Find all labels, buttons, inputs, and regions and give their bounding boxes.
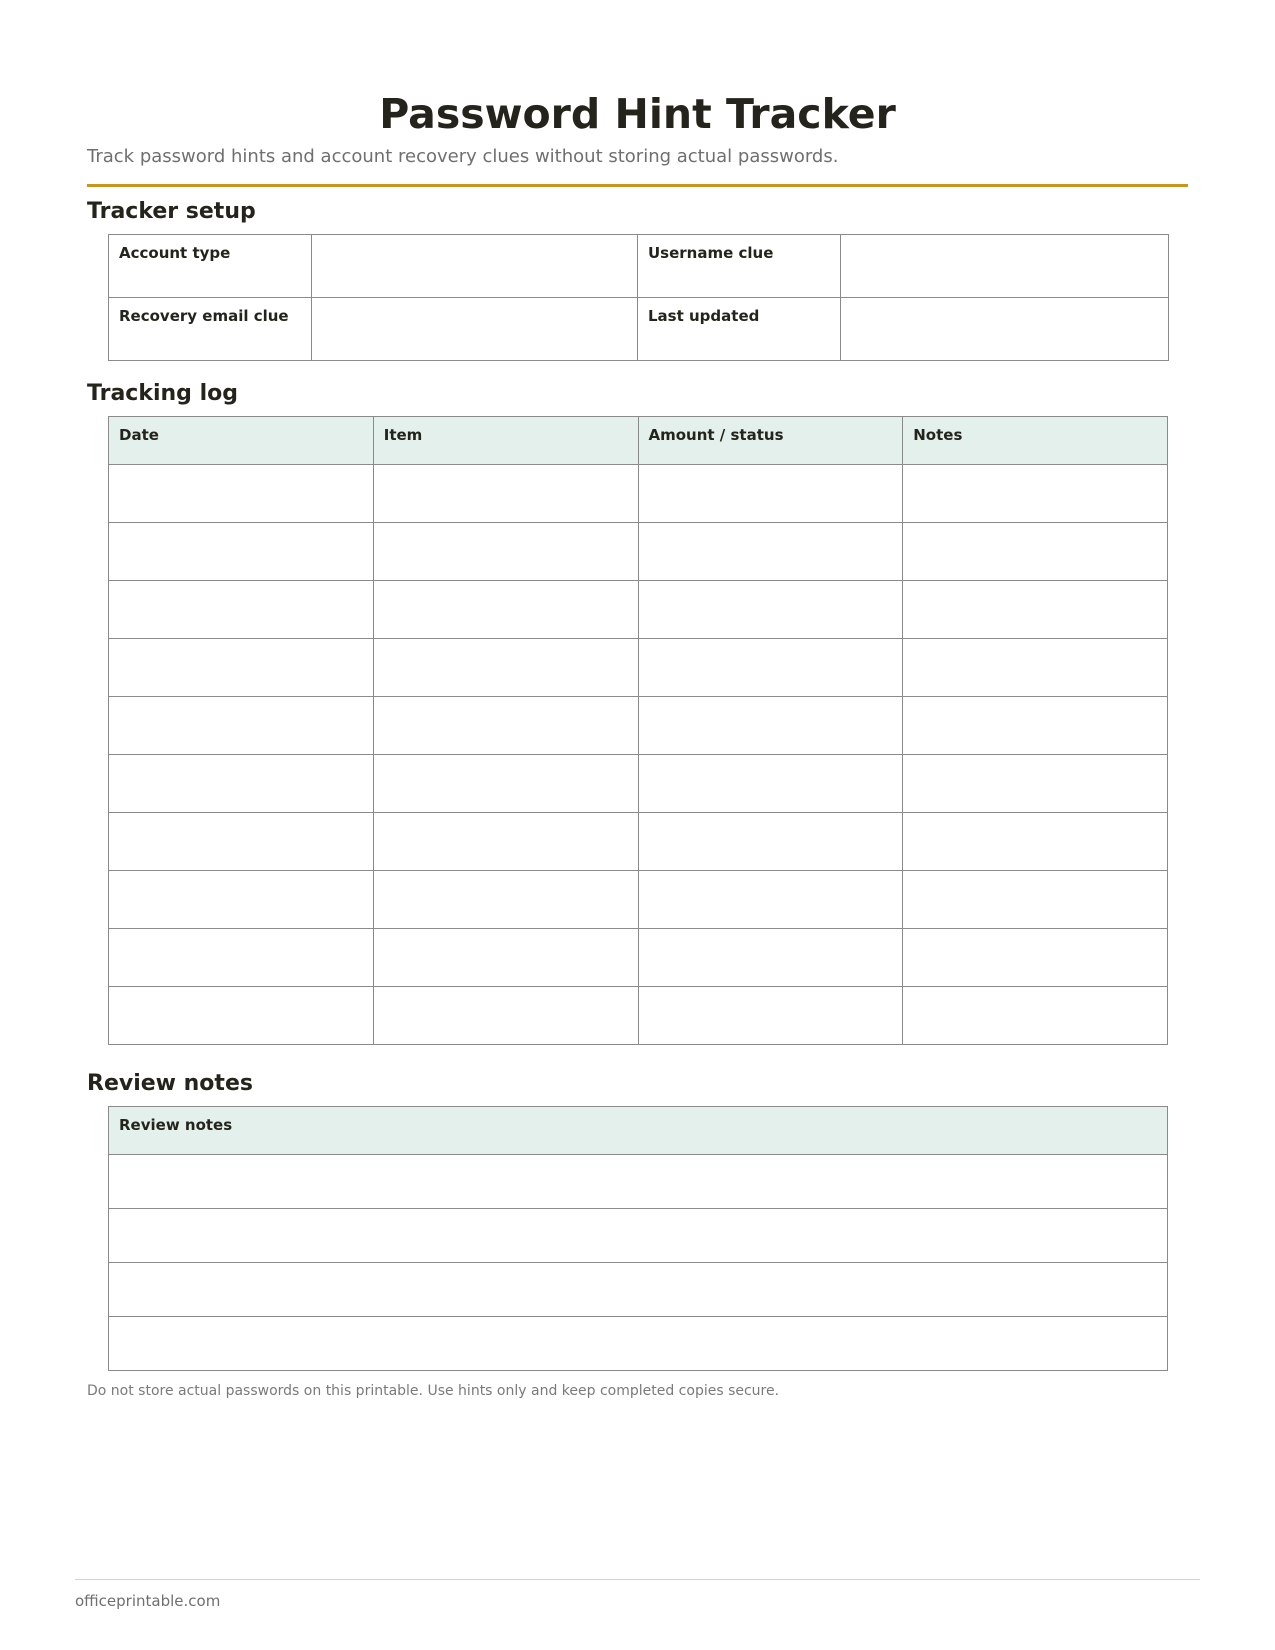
review-header	[109, 1107, 1168, 1155]
log-cell-notes[interactable]	[903, 465, 1168, 523]
log-row	[109, 813, 1168, 871]
log-cell-date[interactable]	[109, 755, 374, 813]
log-header-date	[109, 417, 374, 465]
log-header-label: Date	[119, 426, 159, 444]
setup-table	[108, 234, 1169, 361]
log-cell-date[interactable]	[109, 813, 374, 871]
log-row	[109, 987, 1168, 1045]
log-cell-amount-status[interactable]	[638, 697, 903, 755]
log-row	[109, 523, 1168, 581]
page-subtitle: Track password hints and account recovery clues without storing actual passwords.	[87, 146, 839, 167]
log-cell-amount-status[interactable]	[638, 987, 903, 1045]
log-cell-notes[interactable]	[903, 929, 1168, 987]
review-cell[interactable]	[109, 1263, 1168, 1317]
log-cell-date[interactable]	[109, 697, 374, 755]
log-cell-notes[interactable]	[903, 523, 1168, 581]
setup-label-cell	[638, 235, 841, 298]
review-row	[109, 1155, 1168, 1209]
site-url: officeprintable.com	[75, 1592, 221, 1610]
log-cell-item[interactable]	[373, 929, 638, 987]
log-header-label: Notes	[913, 426, 963, 444]
log-row	[109, 871, 1168, 929]
setup-label-cell	[638, 298, 841, 361]
log-cell-date[interactable]	[109, 465, 374, 523]
log-cell-amount-status[interactable]	[638, 755, 903, 813]
review-header-label: Review notes	[119, 1116, 233, 1134]
log-cell-amount-status[interactable]	[638, 523, 903, 581]
accent-divider	[87, 184, 1188, 187]
page-title: Password Hint Tracker	[379, 90, 896, 138]
setup-value-username-clue[interactable]	[841, 235, 1169, 298]
log-cell-date[interactable]	[109, 929, 374, 987]
log-cell-item[interactable]	[373, 755, 638, 813]
review-row	[109, 1209, 1168, 1263]
setup-label-account-type: Account type	[119, 244, 231, 262]
log-cell-amount-status[interactable]	[638, 581, 903, 639]
review-row	[109, 1263, 1168, 1317]
log-header-row	[109, 417, 1168, 465]
log-row	[109, 639, 1168, 697]
review-row	[109, 1317, 1168, 1371]
review-table	[108, 1106, 1168, 1371]
log-header-amount-status	[638, 417, 903, 465]
log-cell-amount-status[interactable]	[638, 871, 903, 929]
log-row	[109, 581, 1168, 639]
log-cell-amount-status[interactable]	[638, 639, 903, 697]
log-cell-item[interactable]	[373, 523, 638, 581]
log-cell-notes[interactable]	[903, 813, 1168, 871]
footer-note: Do not store actual passwords on this printable. Use hints only and keep completed copies secure.	[87, 1383, 780, 1399]
section-title-setup: Tracker setup	[87, 199, 256, 224]
log-header-label: Item	[383, 426, 423, 444]
section-title-log: Tracking log	[87, 381, 238, 406]
log-header-notes	[903, 417, 1168, 465]
log-cell-date[interactable]	[109, 987, 374, 1045]
review-header-row	[109, 1107, 1168, 1155]
setup-label-last-updated: Last updated	[648, 307, 760, 325]
log-cell-item[interactable]	[373, 871, 638, 929]
log-cell-date[interactable]	[109, 639, 374, 697]
setup-label-recovery-email-clue: Recovery email clue	[119, 307, 289, 325]
setup-label-cell	[109, 298, 312, 361]
log-cell-notes[interactable]	[903, 871, 1168, 929]
log-cell-item[interactable]	[373, 987, 638, 1045]
setup-value-account-type[interactable]	[312, 235, 638, 298]
setup-row	[109, 235, 1169, 298]
log-cell-amount-status[interactable]	[638, 465, 903, 523]
setup-value-last-updated[interactable]	[841, 298, 1169, 361]
section-title-review: Review notes	[87, 1071, 253, 1096]
log-row	[109, 755, 1168, 813]
log-cell-item[interactable]	[373, 639, 638, 697]
log-cell-amount-status[interactable]	[638, 813, 903, 871]
setup-value-recovery-email-clue[interactable]	[312, 298, 638, 361]
log-cell-amount-status[interactable]	[638, 929, 903, 987]
log-cell-date[interactable]	[109, 871, 374, 929]
log-row	[109, 465, 1168, 523]
review-cell[interactable]	[109, 1317, 1168, 1371]
log-cell-notes[interactable]	[903, 581, 1168, 639]
log-cell-item[interactable]	[373, 813, 638, 871]
setup-label-cell	[109, 235, 312, 298]
log-row	[109, 697, 1168, 755]
log-cell-item[interactable]	[373, 697, 638, 755]
log-header-label: Amount / status	[648, 426, 784, 444]
log-cell-notes[interactable]	[903, 697, 1168, 755]
log-cell-item[interactable]	[373, 465, 638, 523]
log-header-item	[373, 417, 638, 465]
setup-row	[109, 298, 1169, 361]
log-cell-date[interactable]	[109, 523, 374, 581]
log-cell-notes[interactable]	[903, 639, 1168, 697]
log-cell-notes[interactable]	[903, 987, 1168, 1045]
log-row	[109, 929, 1168, 987]
review-cell[interactable]	[109, 1209, 1168, 1263]
log-cell-item[interactable]	[373, 581, 638, 639]
log-cell-date[interactable]	[109, 581, 374, 639]
setup-label-username-clue: Username clue	[648, 244, 774, 262]
log-cell-notes[interactable]	[903, 755, 1168, 813]
log-table	[108, 416, 1168, 1045]
review-cell[interactable]	[109, 1155, 1168, 1209]
footer-divider	[75, 1579, 1200, 1580]
